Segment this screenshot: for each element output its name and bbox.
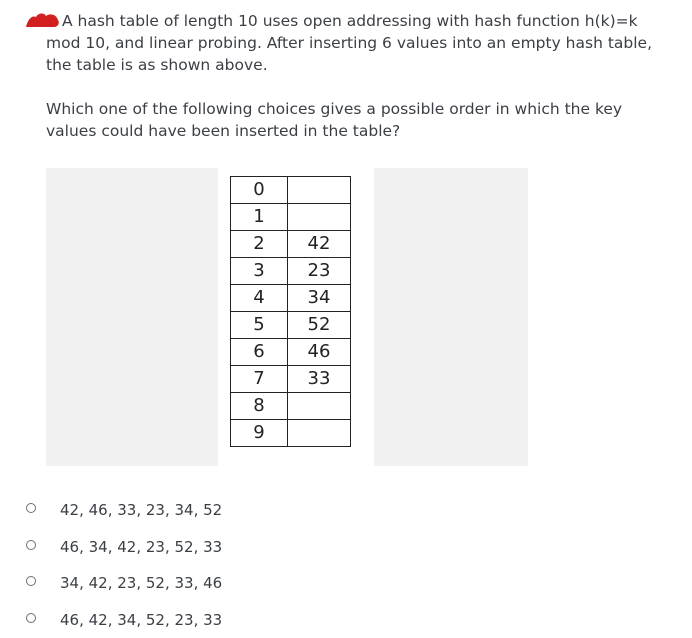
table-row bbox=[231, 285, 351, 312]
table-row bbox=[231, 258, 351, 285]
slot-index: 3 bbox=[231, 258, 288, 285]
answer-option-label[interactable]: 46, 34, 42, 23, 52, 33 bbox=[60, 538, 222, 556]
slot-value: 33 bbox=[288, 366, 351, 393]
slot-index: 7 bbox=[231, 366, 288, 393]
table-row bbox=[231, 177, 351, 204]
slot-value bbox=[288, 393, 351, 420]
slot-value: 52 bbox=[288, 312, 351, 339]
answer-option-label[interactable]: 42, 46, 33, 23, 34, 52 bbox=[60, 501, 222, 519]
radio-button[interactable] bbox=[26, 540, 36, 550]
radio-button[interactable] bbox=[26, 576, 36, 586]
answer-option-3[interactable] bbox=[26, 565, 222, 602]
slot-value: 46 bbox=[288, 339, 351, 366]
question-text bbox=[46, 10, 666, 142]
hash-table-figure bbox=[46, 168, 528, 466]
answer-option-label[interactable]: 46, 42, 34, 52, 23, 33 bbox=[60, 611, 222, 629]
radio-button[interactable] bbox=[26, 503, 36, 513]
table-row bbox=[231, 339, 351, 366]
radio-button[interactable] bbox=[26, 613, 36, 623]
answer-option-label[interactable]: 34, 42, 23, 52, 33, 46 bbox=[60, 574, 222, 592]
slot-index: 2 bbox=[231, 231, 288, 258]
answer-option-1[interactable] bbox=[26, 492, 222, 529]
figure-panel-left bbox=[46, 168, 218, 466]
answer-option-4[interactable] bbox=[26, 602, 222, 638]
slot-value: 42 bbox=[288, 231, 351, 258]
figure-panel-right bbox=[374, 168, 528, 466]
slot-value: 23 bbox=[288, 258, 351, 285]
answer-options bbox=[26, 492, 222, 638]
slot-value bbox=[288, 420, 351, 447]
slot-index: 4 bbox=[231, 285, 288, 312]
table-row bbox=[231, 231, 351, 258]
slot-index: 8 bbox=[231, 393, 288, 420]
slot-value bbox=[288, 204, 351, 231]
table-row bbox=[231, 420, 351, 447]
slot-index: 1 bbox=[231, 204, 288, 231]
table-row bbox=[231, 366, 351, 393]
answer-option-2[interactable] bbox=[26, 529, 222, 566]
slot-value: 34 bbox=[288, 285, 351, 312]
question-line-2: Which one of the following choices gives a possible order in which the key values could have been inserted in the table? bbox=[46, 98, 666, 142]
slot-index: 6 bbox=[231, 339, 288, 366]
table-row bbox=[231, 393, 351, 420]
question-line-1: A hash table of length 10 uses open addressing with hash function h(k)=k mod 10, and linear probing. After inserting 6 values into an empty hash table, the table is as shown above. bbox=[46, 10, 666, 76]
slot-index: 9 bbox=[231, 420, 288, 447]
red-scribble-icon bbox=[24, 11, 64, 29]
hash-table bbox=[230, 176, 351, 447]
slot-index: 0 bbox=[231, 177, 288, 204]
table-row bbox=[231, 204, 351, 231]
slot-value bbox=[288, 177, 351, 204]
table-row bbox=[231, 312, 351, 339]
slot-index: 5 bbox=[231, 312, 288, 339]
